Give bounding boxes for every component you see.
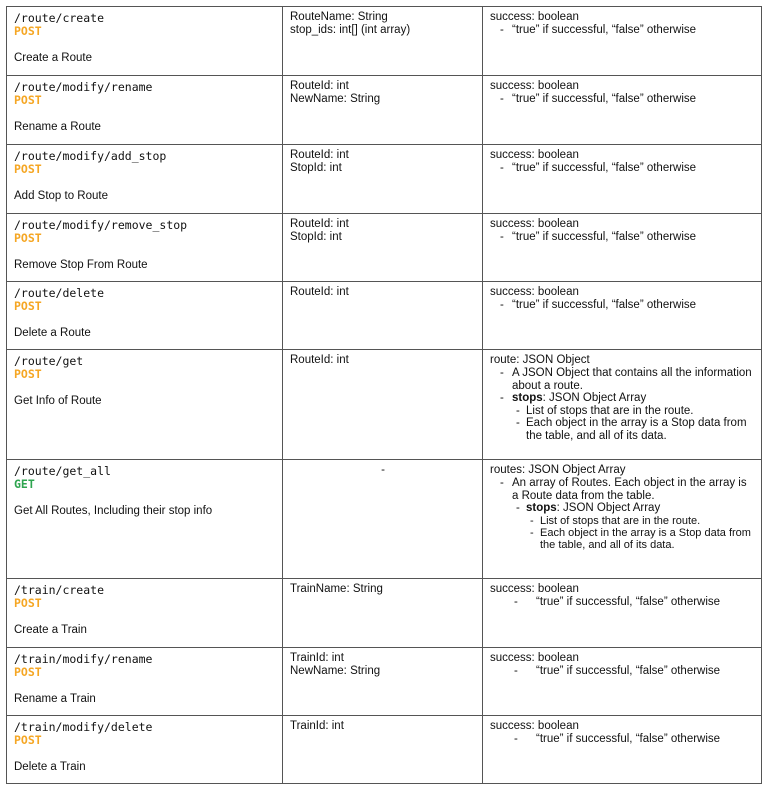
bullet-dash: - (500, 93, 504, 105)
http-method: POST (14, 162, 42, 176)
param: RouteId: int (290, 80, 349, 92)
endpoint-description: Create a Route (14, 52, 92, 64)
params-cell (283, 579, 483, 648)
param: StopId: int (290, 231, 342, 243)
param: - (381, 464, 385, 476)
bullet-dash: - (516, 417, 520, 429)
bullet-dash: - (514, 596, 518, 608)
result-type: success: boolean (490, 11, 579, 23)
result-type: success: boolean (490, 720, 579, 732)
bullet-dash: - (500, 299, 504, 311)
bullet-dash: - (516, 404, 520, 417)
params-cell (283, 145, 483, 214)
http-method: POST (14, 596, 42, 610)
endpoint-path: /route/create (14, 11, 105, 25)
result-cell (483, 350, 762, 460)
param: RouteId: int (290, 149, 349, 161)
table-row (7, 716, 762, 784)
result-note: A JSON Object that contains all the information about a route. (512, 367, 752, 392)
stops-key: stops (526, 502, 557, 514)
result-cell (483, 282, 762, 350)
result-cell (483, 145, 762, 214)
result-note: “true” if successful, “false” otherwise (512, 299, 697, 311)
http-method: POST (14, 367, 42, 381)
bullet-dash: - (514, 733, 518, 745)
endpoint-path: /train/create (14, 583, 105, 597)
param: NewName: String (290, 93, 381, 105)
result-note: “true” if successful, “false” otherwise (536, 665, 721, 677)
params-cell (283, 716, 483, 784)
stops-type: : JSON Object Array (556, 502, 661, 514)
result-subnote: Each object in the array is a Stop data from the table, and all of its data. (540, 526, 751, 551)
http-method: POST (14, 24, 42, 38)
endpoint-cell (7, 460, 283, 579)
endpoint-description: Create a Train (14, 624, 87, 636)
params-cell (283, 350, 483, 460)
param: RouteName: String (290, 11, 388, 23)
endpoint-path: /route/modify/rename (14, 80, 153, 94)
result-type: routes: JSON Object Array (490, 464, 626, 476)
table-row (7, 648, 762, 716)
bullet-dash: - (516, 502, 520, 514)
http-method: POST (14, 665, 42, 679)
http-method: POST (14, 733, 42, 747)
result-subnote: List of stops that are in the route. (526, 404, 694, 417)
endpoint-description: Remove Stop From Route (14, 259, 148, 271)
result-note: “true” if successful, “false” otherwise (512, 24, 697, 36)
param: RouteId: int (290, 286, 349, 298)
http-method: POST (14, 93, 42, 107)
bullet-dash: - (500, 162, 504, 174)
endpoint-description: Delete a Route (14, 327, 91, 339)
result-type: success: boolean (490, 218, 579, 230)
http-method: POST (14, 231, 42, 245)
result-note: An array of Routes. Each object in the array is a Route data from the table. (512, 477, 747, 502)
endpoint-cell (7, 7, 283, 76)
endpoint-cell (7, 282, 283, 350)
result-cell (483, 648, 762, 716)
bullet-dash: - (500, 367, 504, 379)
result-note: “true” if successful, “false” otherwise (512, 231, 697, 243)
result-cell (483, 579, 762, 648)
endpoint-path: /route/delete (14, 286, 105, 300)
table-row (7, 350, 762, 460)
result-note: “true” if successful, “false” otherwise (536, 596, 721, 608)
table-row (7, 76, 762, 145)
param: StopId: int (290, 162, 342, 174)
params-cell (283, 76, 483, 145)
endpoint-path: /route/get_all (14, 464, 111, 478)
result-note: “true” if successful, “false” otherwise (512, 162, 697, 174)
bullet-dash: - (500, 24, 504, 36)
bullet-dash: - (530, 514, 534, 527)
endpoint-cell (7, 716, 283, 784)
endpoint-cell (7, 648, 283, 716)
endpoint-path: /train/modify/rename (14, 652, 153, 666)
table-row (7, 579, 762, 648)
endpoint-description: Delete a Train (14, 761, 86, 773)
endpoint-path: /route/modify/add_stop (14, 149, 167, 163)
bullet-dash: - (500, 231, 504, 243)
params-cell (283, 648, 483, 716)
result-type: success: boolean (490, 80, 579, 92)
endpoint-description: Add Stop to Route (14, 190, 108, 202)
endpoint-path: /train/modify/delete (14, 720, 153, 734)
bullet-dash: - (500, 477, 504, 489)
endpoint-description: Get All Routes, Including their stop info (14, 505, 213, 517)
result-type: success: boolean (490, 652, 579, 664)
table-row (7, 145, 762, 214)
result-type: success: boolean (490, 286, 579, 298)
api-endpoint-table (6, 6, 762, 784)
result-type: success: boolean (490, 583, 579, 595)
params-cell (283, 7, 483, 76)
param: TrainId: int (290, 720, 344, 732)
param: TrainId: int (290, 652, 344, 664)
param: RouteId: int (290, 218, 349, 230)
http-method: POST (14, 299, 42, 313)
params-cell (283, 460, 483, 579)
result-type: success: boolean (490, 149, 579, 161)
params-cell (283, 282, 483, 350)
result-cell (483, 716, 762, 784)
bullet-dash: - (514, 665, 518, 677)
endpoint-path: /route/get (14, 354, 84, 368)
bullet-dash: - (500, 392, 504, 404)
stops-type: : JSON Object Array (542, 392, 647, 404)
result-cell (483, 460, 762, 579)
result-cell (483, 7, 762, 76)
table-row (7, 7, 762, 76)
table-row (7, 214, 762, 282)
endpoint-description: Get Info of Route (14, 395, 102, 407)
endpoint-path: /route/modify/remove_stop (14, 218, 188, 232)
bullet-dash: - (530, 526, 534, 539)
result-note: “true” if successful, “false” otherwise (536, 733, 721, 745)
stops-key: stops (512, 392, 543, 404)
table-row (7, 282, 762, 350)
result-type: route: JSON Object (490, 354, 590, 366)
endpoint-cell (7, 76, 283, 145)
endpoint-cell (7, 145, 283, 214)
param: NewName: String (290, 665, 381, 677)
result-cell (483, 76, 762, 145)
result-subnote: Each object in the array is a Stop data from the table, and all of its data. (526, 417, 747, 442)
endpoint-cell (7, 579, 283, 648)
endpoint-description: Rename a Route (14, 121, 101, 133)
endpoint-cell (7, 350, 283, 460)
param: TrainName: String (290, 583, 383, 595)
endpoint-description: Rename a Train (14, 693, 96, 705)
table-row (7, 460, 762, 579)
param: stop_ids: int[] (int array) (290, 24, 411, 36)
param: RouteId: int (290, 354, 349, 366)
result-note: “true” if successful, “false” otherwise (512, 93, 697, 105)
endpoint-cell (7, 214, 283, 282)
result-subnote: List of stops that are in the route. (540, 514, 701, 527)
http-method: GET (14, 477, 35, 491)
params-cell (283, 214, 483, 282)
result-cell (483, 214, 762, 282)
